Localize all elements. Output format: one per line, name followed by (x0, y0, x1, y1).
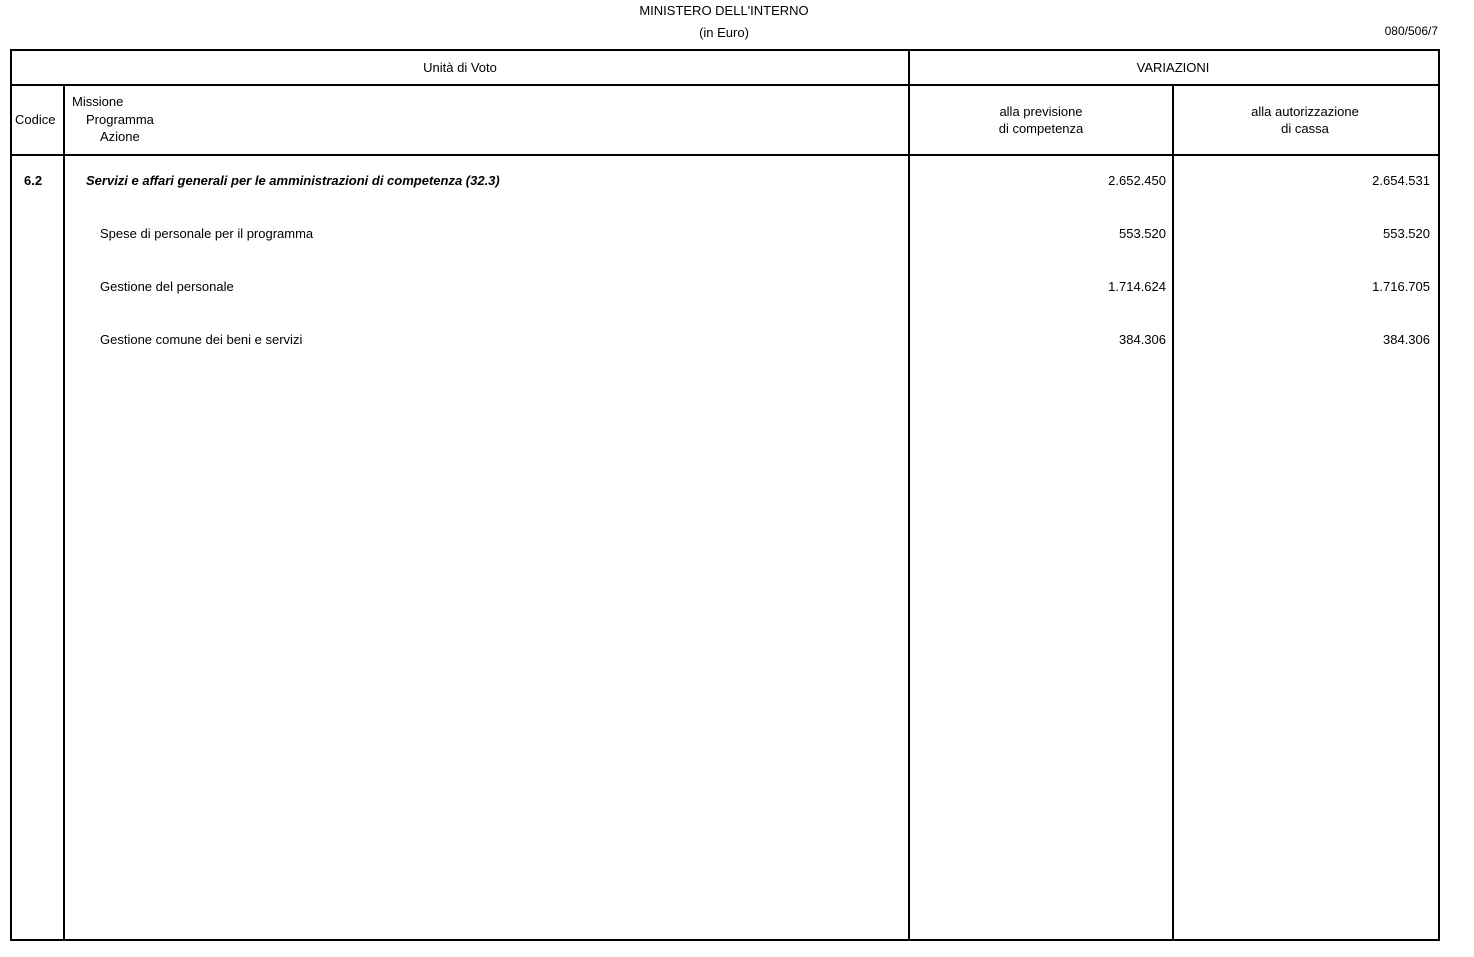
column-header-codice: Codice (15, 112, 56, 127)
column-header-competenza-line1: alla previsione (999, 104, 1083, 119)
program-title: Servizi e affari generali per le amministrazioni di competenza (32.3) (86, 173, 500, 188)
program-code: 6.2 (24, 173, 43, 188)
column-header-cassa (1174, 103, 1436, 137)
column-header-missione: Missione (72, 94, 124, 109)
table-divider-group-header (10, 84, 1438, 86)
table-divider-column-header (10, 154, 1438, 156)
action-label: Gestione comune dei beni e servizi (100, 332, 303, 347)
action-label: Spese di personale per il programma (100, 226, 314, 241)
column-header-competenza (910, 103, 1172, 137)
action-cassa-value: 1.716.705 (1372, 279, 1430, 294)
ministry-title: MINISTERO DELL'INTERNO (639, 3, 809, 18)
column-header-programma: Programma (86, 112, 154, 127)
column-header-cassa-line2: di cassa (1281, 121, 1329, 136)
program-cassa-value: 2.654.531 (1372, 173, 1430, 188)
column-header-cassa-line1: alla autorizzazione (1251, 104, 1359, 119)
group-header-variazioni: VARIAZIONI (1136, 60, 1210, 75)
table-divider-cassa (1172, 84, 1174, 939)
table-divider-code (63, 84, 65, 939)
action-competenza-value: 384.306 (1119, 332, 1166, 347)
action-competenza-value: 1.714.624 (1108, 279, 1166, 294)
group-header-unita-voto: Unità di Voto (423, 60, 497, 75)
column-header-competenza-line2: di competenza (998, 121, 1084, 136)
action-cassa-value: 553.520 (1383, 226, 1430, 241)
currency-unit: (in Euro) (699, 25, 749, 40)
document-code: 080/506/7 (1384, 24, 1438, 38)
action-label: Gestione del personale (100, 279, 234, 294)
program-competenza-value: 2.652.450 (1108, 173, 1166, 188)
column-header-azione: Azione (100, 129, 140, 144)
action-competenza-value: 553.520 (1119, 226, 1166, 241)
table-divider-variazioni (908, 49, 910, 939)
action-cassa-value: 384.306 (1383, 332, 1430, 347)
